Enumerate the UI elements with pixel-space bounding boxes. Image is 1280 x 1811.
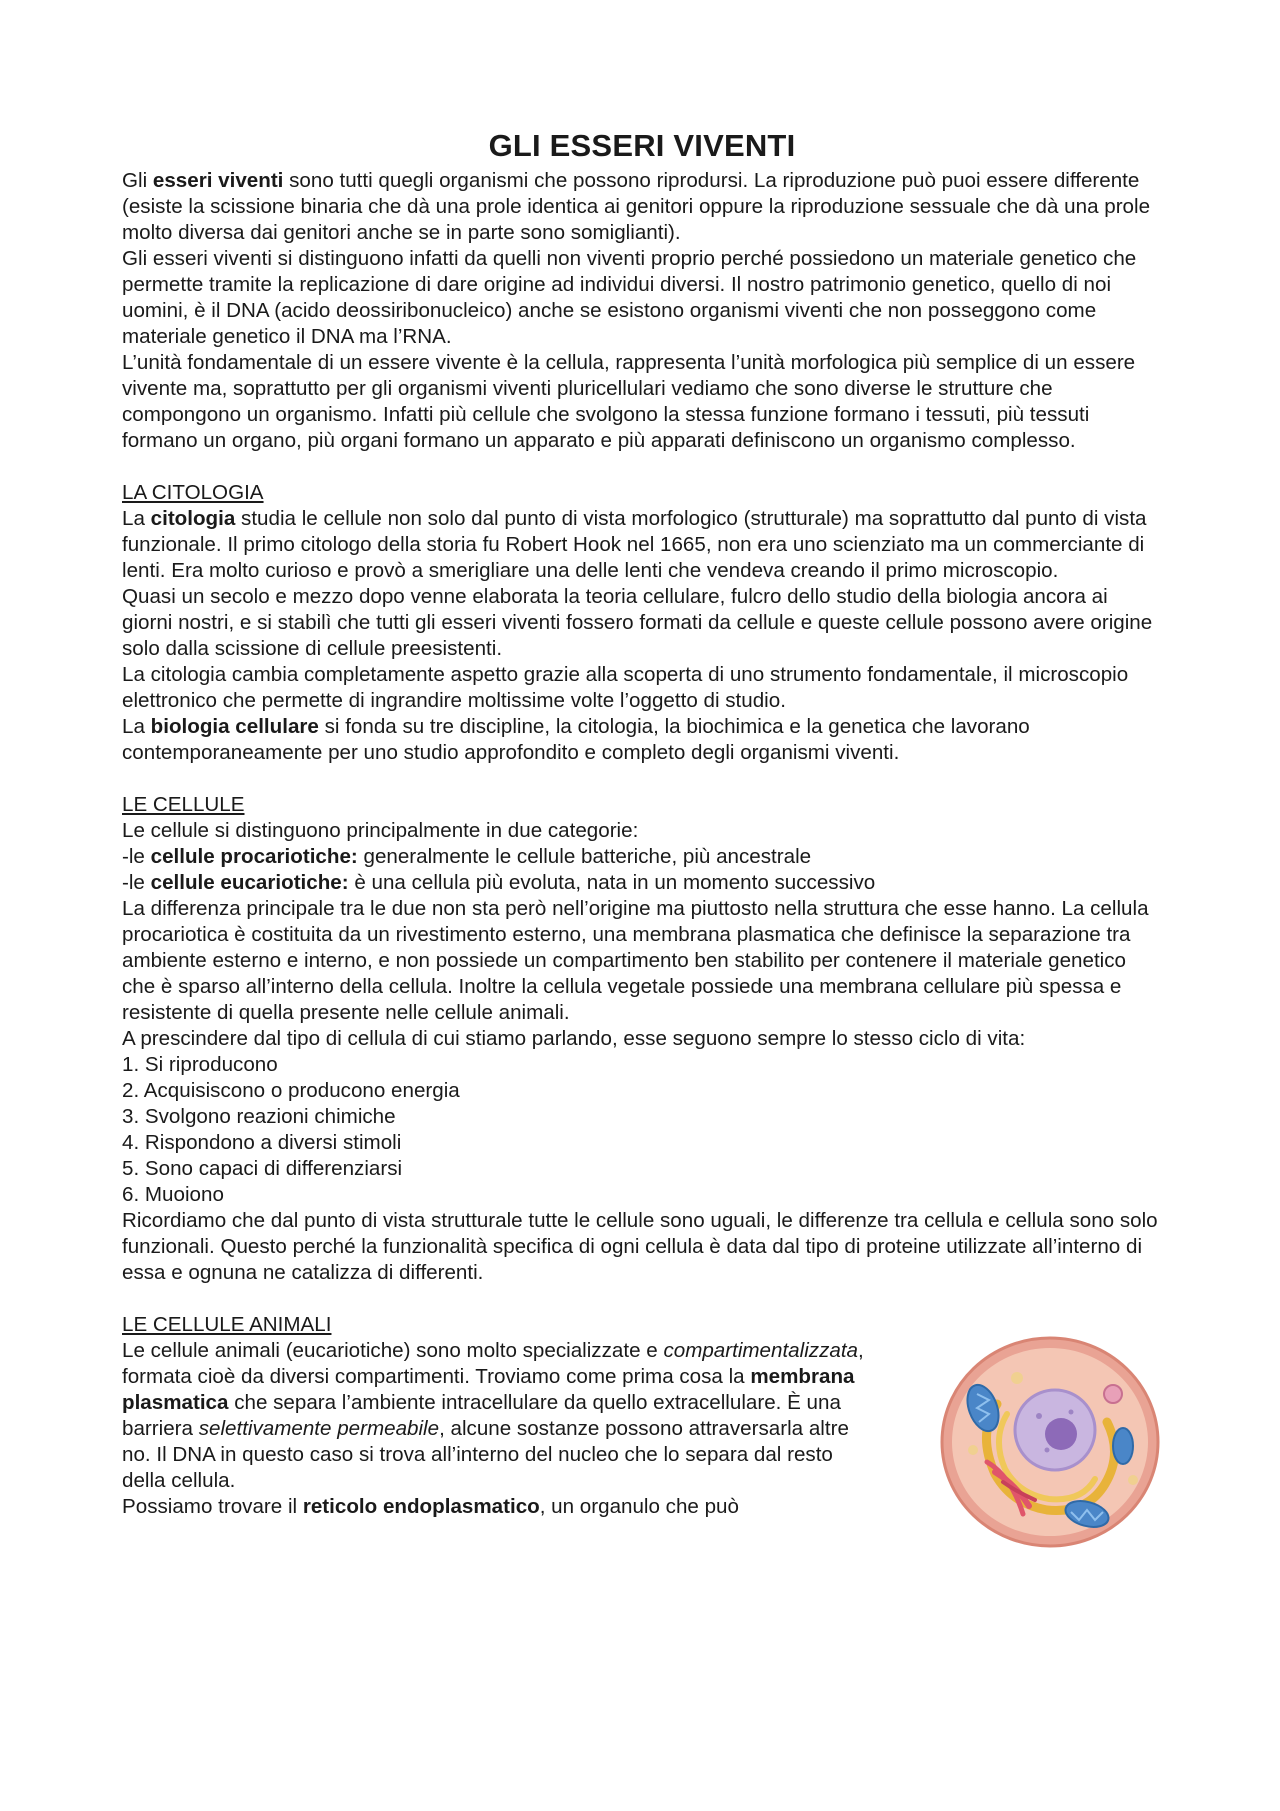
term-selettivamente-permeabile: selettivamente permeabile [198, 1417, 440, 1440]
section-heading-cellule: LE CELLULE [122, 793, 245, 816]
vesicle [1128, 1475, 1138, 1485]
section-heading-citologia: LA CITOLOGIA [122, 481, 264, 504]
cellule-animali-text [122, 1338, 882, 1520]
spacer [122, 1286, 1162, 1312]
citologia-paragraph-2: Quasi un secolo e mezzo dopo venne elaborata la teoria cellulare, fulcro dello studio della biologia ancora ai giorni nostri, e si stabilì che tutti gli esseri viventi fossero formati da cellule e queste cellule possono avere origine solo dalla scissione di cellule preesistenti. [122, 585, 1153, 660]
list-item: 2. Acquisiscono o producono energia [122, 1079, 460, 1102]
section-heading-cellule-animali: LE CELLULE ANIMALI [122, 1313, 332, 1336]
nucleolus [1045, 1418, 1077, 1450]
spacer [122, 454, 1162, 480]
term-cellule-eucariotiche: cellule eucariotiche: [150, 871, 349, 894]
list-item: 6. Muoiono [122, 1183, 224, 1206]
document-page [122, 128, 1162, 1520]
vesicle [968, 1445, 978, 1455]
term-citologia: citologia [150, 507, 236, 530]
cellule-animali-section [122, 1312, 1162, 1520]
term-cellule-procariotiche: cellule procariotiche: [150, 845, 358, 868]
term-esseri-viventi: esseri viventi [152, 169, 284, 192]
list-item: 4. Rispondono a diversi stimoli [122, 1131, 402, 1154]
mitochondrion [1113, 1428, 1133, 1464]
vesicle [1011, 1372, 1023, 1384]
cellule-eucariotiche-item: -le cellule eucariotiche: è una cellula più evoluta, nata in un momento successivo [122, 871, 876, 894]
cellule-procariotiche-item: -le cellule procariotiche: generalmente le cellule batteriche, più ancestrale [122, 845, 812, 868]
spacer [122, 766, 1162, 792]
page-title: GLI ESSERI VIVENTI [488, 128, 796, 163]
citologia-paragraph-4: La biologia cellulare si fonda su tre discipline, la citologia, la biochimica e la genetica che lavorano contemporaneamente per uno studio approfondito e completo degli organismi viventi. [122, 715, 1030, 764]
term-compartimentalizzata: compartimentalizzata [663, 1339, 859, 1362]
intro-paragraph-3: L’unità fondamentale di un essere vivente è la cellula, rappresenta l’unità morfologica più semplice di un essere vivente ma, soprattutto per gli organismi viventi pluricellulari vediamo che sono diverse le strutture che compongono un organismo. Infatti più cellule che svolgono la stessa funzione formano i tessuti, più tessuti formano un organo, più organi formano un apparato e più apparati definiscono un organismo complesso. [122, 351, 1136, 452]
ciclo-vita-list [122, 1052, 1162, 1208]
list-item: 3. Svolgono reazioni chimiche [122, 1105, 396, 1128]
citologia-paragraph-3: La citologia cambia completamente aspetto grazie alla scoperta di uno strumento fondamentale, il microscopio elettronico che permette di ingrandire moltissime volte l’oggetto di studio. [122, 663, 1129, 712]
term-biologia-cellulare: biologia cellulare [150, 715, 319, 738]
cellule-paragraph-2: La differenza principale tra le due non sta però nell’origine ma piuttosto nella struttura che esse hanno. La cellula procariotica è costituita da un rivestimento esterno, una membrana plasmatica che definisce la separazione tra ambiente esterno e interno, e non possiede un compartimento ben stabilito per contenere il materiale genetico che è sparso all’interno della cellula. Inoltre la cellula vegetale possiede una membrana cellulare più spessa e resistente di quella presente nelle cellule animali. [122, 897, 1149, 1024]
intro-paragraph-2: Gli esseri viventi si distinguono infatti da quelli non viventi proprio perché possiedono un materiale genetico che permette tramite la replicazione di dare origine ad individui diversi. Il nostro patrimonio genetico, quello di noi uomini, è il DNA (acido deossiribonucleico) anche se esistono organismi viventi che non posseggono come materiale genetico il DNA ma l’RNA. [122, 247, 1137, 348]
intro-paragraph-1: Gli esseri viventi sono tutti quegli organismi che possono riprodursi. La riproduzione può puoi essere differente (esiste la scissione binaria che dà una prole identica ai genitori oppure la riproduzione sessuale che dà una prole molto diversa dai genitori anche se in parte sono somiglianti). [122, 169, 1151, 244]
list-item: 1. Si riproducono [122, 1053, 278, 1076]
animali-paragraph-1: Le cellule animali (eucariotiche) sono molto specializzate e compartimentalizzata, formata cioè da diversi compartimenti. Troviamo come prima cosa la membrana plasmatica che separa l’ambiente intracellulare da quello extracellulare. È una barriera selettivamente permeabile, alcune sostanze possono attraversarla altre no. Il DNA in questo caso si trova all’interno del nucleo che lo separa dal resto della cellula. [122, 1339, 864, 1492]
lysosome [1104, 1385, 1122, 1403]
cellule-paragraph-3: A prescindere dal tipo di cellula di cui stiamo parlando, esse seguono sempre lo stesso ciclo di vita: [122, 1027, 1026, 1050]
term-reticolo-endoplasmatico: reticolo endoplasmatico [302, 1495, 540, 1518]
cellule-intro: Le cellule si distinguono principalmente in due categorie: [122, 819, 639, 842]
animali-paragraph-2: Possiamo trovare il reticolo endoplasmatico, un organulo che può [122, 1495, 739, 1518]
term-membrana-plasmatica: membrana plasmatica [122, 1365, 855, 1414]
cellule-paragraph-4: Ricordiamo che dal punto di vista strutturale tutte le cellule sono uguali, le differenze tra cellula e cellula sono solo funzionali. Questo perché la funzionalità specifica di ogni cellula è data dal tipo di proteine utilizzate all’interno di essa e ognuna ne catalizza di differenti. [122, 1209, 1158, 1284]
citologia-paragraph-1: La citologia studia le cellule non solo dal punto di vista morfologico (strutturale) ma soprattutto dal punto di vista funzionale. Il primo citologo della storia fu Robert Hook nel 1665, non era uno scienziato ma un commerciante di lenti. Era molto curioso e provò a smerigliare una delle lenti che vendeva creando il primo microscopio. [122, 507, 1147, 582]
list-item: 5. Sono capaci di differenziarsi [122, 1157, 403, 1180]
animal-cell-illustration [937, 1334, 1163, 1550]
